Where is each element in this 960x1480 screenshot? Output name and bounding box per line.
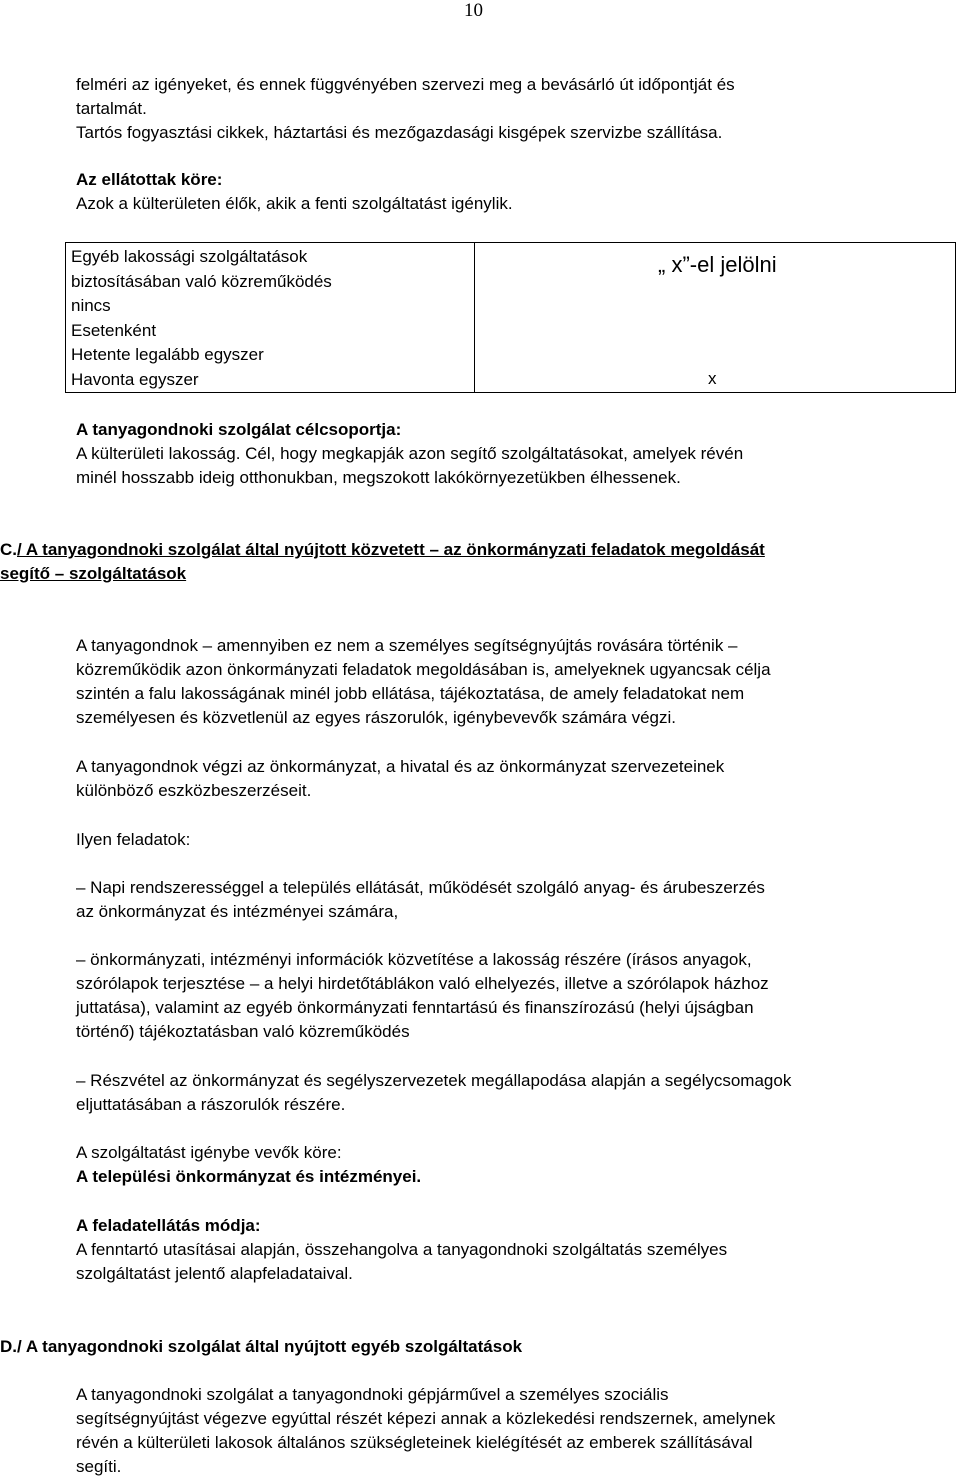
service-recipients-value: A települési önkormányzat és intézményei. bbox=[76, 1167, 422, 1186]
recipients-heading: Az ellátottak köre: bbox=[76, 170, 223, 189]
task-line: eljuttatásában a rászorulók részére. bbox=[76, 1095, 346, 1114]
section-c-paragraph-1 bbox=[76, 634, 946, 730]
paragraph-line: A tanyagondnok – amennyiben ez nem a személyes segítségnyújtás rovására történik – bbox=[76, 636, 738, 655]
paragraph-line: A tanyagondnok végzi az önkormányzat, a hivatal és az önkormányzat szervezeteinek bbox=[76, 757, 725, 776]
service-recipients-label: A szolgáltatást igénybe vevők köre: bbox=[76, 1143, 342, 1162]
section-d-paragraph bbox=[76, 1383, 946, 1479]
task-mode-line: szolgáltatást jelentő alapfeladataival. bbox=[76, 1264, 353, 1283]
service-recipients bbox=[76, 1141, 946, 1189]
table-line: Egyéb lakossági szolgáltatások bbox=[71, 247, 308, 266]
task-mode-line: A fenntartó utasításai alapján, összehangolva a tanyagondnoki szolgáltatás személyes bbox=[76, 1240, 728, 1259]
task-item-1 bbox=[76, 876, 946, 924]
task-item-3 bbox=[76, 1069, 946, 1117]
task-mode-heading: A feladatellátás módja: bbox=[76, 1216, 261, 1235]
table-divider bbox=[474, 243, 475, 392]
page-number: 10 bbox=[464, 0, 483, 21]
recipients-text: Azok a külterületen élők, akik a fenti szolgáltatást igénylik. bbox=[76, 194, 513, 213]
paragraph-line: szintén a falu lakosságának minél jobb ellátása, tájékoztatása, de amely feladatokat nem bbox=[76, 684, 745, 703]
paragraph-line: személyesen és közvetlenül az egyes rászorulók, igénybevevők számára végzi. bbox=[76, 708, 677, 727]
section-c-paragraph-2 bbox=[76, 755, 946, 803]
paragraph-line: révén a külterületi lakosok általános szükségleteinek kielégítését az emberek szállításával bbox=[76, 1433, 753, 1452]
paragraph-line: segíti. bbox=[76, 1457, 122, 1476]
section-c-title-line2: segítő – szolgáltatások bbox=[0, 564, 187, 583]
table-left-cell bbox=[71, 245, 332, 393]
task-line: történő) tájékoztatásban való közreműködés bbox=[76, 1022, 410, 1041]
intro-line: tartalmát. bbox=[76, 99, 147, 118]
table-line: Esetenként bbox=[71, 320, 157, 340]
tasks-label bbox=[76, 828, 946, 852]
intro-line: Tartós fogyasztási cikkek, háztartási és mezőgazdasági kisgépek szervizbe szállítása. bbox=[76, 123, 723, 142]
paragraph-line: segítségnyújtást végezve egyúttal részét képezi annak a közlekedési rendszernek, amelynek bbox=[76, 1409, 776, 1428]
target-heading: A tanyagondnoki szolgálat célcsoportja: bbox=[76, 420, 402, 439]
task-mode bbox=[76, 1214, 946, 1286]
recipients-section bbox=[76, 168, 946, 216]
section-c-heading bbox=[0, 538, 950, 586]
tasks-label-text: Ilyen feladatok: bbox=[76, 830, 191, 849]
target-line: minél hosszabb ideig otthonukban, megszokott lakókörnyezetükben élhessenek. bbox=[76, 468, 681, 487]
target-line: A külterületi lakosság. Cél, hogy megkapják azon segítő szolgáltatásokat, amelyek révén bbox=[76, 444, 744, 463]
paragraph-line: különböző eszközbeszerzéseit. bbox=[76, 781, 312, 800]
target-group-section bbox=[76, 418, 946, 490]
task-line: szórólapok terjesztése – a helyi hirdetőtáblákon való elhelyezés, illetve a szórólapok házhoz bbox=[76, 974, 769, 993]
table-line: Havonta egyszer bbox=[71, 369, 199, 389]
task-line: juttatása), valamint az egyéb önkormányzati fenntartású és finanszírozású (helyi újságban bbox=[76, 998, 754, 1017]
table-line: biztosításában való közreműködés bbox=[71, 271, 332, 291]
task-line: – Részvétel az önkormányzat és segélyszervezetek megállapodása alapján a segélycsomagok bbox=[76, 1071, 792, 1090]
task-line: – önkormányzati, intézményi információk közvetítése a lakosság részére (írásos anyagok, bbox=[76, 950, 752, 969]
task-line: – Napi rendszerességgel a település ellátását, működését szolgáló anyag- és árubeszerzés bbox=[76, 878, 765, 897]
task-item-2 bbox=[76, 948, 946, 1044]
table-line: Hetente legalább egyszer bbox=[71, 345, 264, 365]
intro-line: felméri az igényeket, és ennek függvényében szervezi meg a bevásárló út időpontját és bbox=[76, 75, 735, 94]
section-c-title-line1: / A tanyagondnoki szolgálat által nyújtott közvetett – az önkormányzati feladatok megoldását bbox=[17, 540, 765, 559]
intro-paragraph bbox=[76, 73, 946, 145]
section-c-prefix: C. bbox=[0, 540, 17, 559]
paragraph-line: közreműködik azon önkormányzati feladatok megoldásában is, amelyeknek ugyancsak célja bbox=[76, 660, 771, 679]
section-d-heading: D./ A tanyagondnoki szolgálat által nyújtott egyéb szolgáltatások bbox=[0, 1337, 523, 1356]
table-selected-mark: x bbox=[708, 369, 717, 388]
table-line: nincs bbox=[71, 296, 111, 316]
task-line: az önkormányzat és intézményei számára, bbox=[76, 902, 399, 921]
paragraph-line: A tanyagondnoki szolgálat a tanyagondnoki gépjárművel a személyes szociális bbox=[76, 1385, 669, 1404]
frequency-table bbox=[65, 242, 956, 393]
table-header-mark-instruction: „ x”-el jelölni bbox=[658, 252, 777, 277]
